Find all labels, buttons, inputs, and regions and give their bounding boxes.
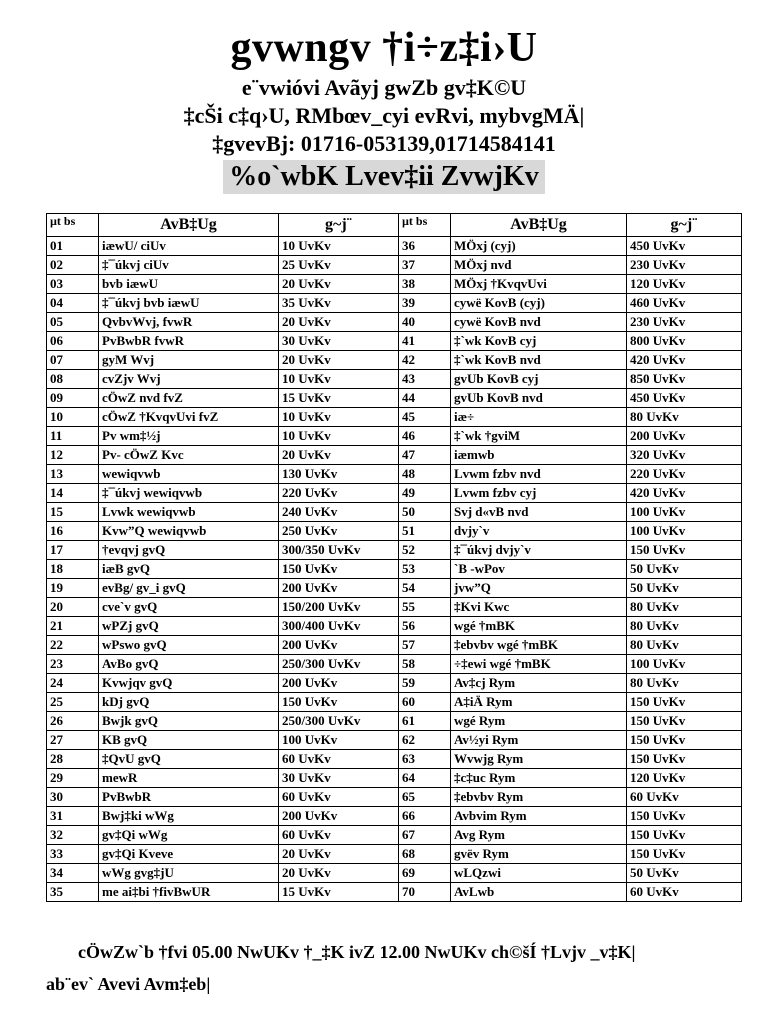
- col-serial-header-2: µt bs: [399, 214, 451, 237]
- item-number: 59: [399, 674, 451, 693]
- item-name: gvUb KovB cyj: [451, 370, 627, 389]
- table-row: [47, 864, 742, 883]
- item-number: 48: [399, 465, 451, 484]
- item-number: 67: [399, 826, 451, 845]
- item-name: bvb iæwU: [99, 275, 279, 294]
- item-number: 23: [47, 655, 99, 674]
- item-number: 55: [399, 598, 451, 617]
- item-price: 150 UvKv: [627, 731, 742, 750]
- item-name: MÖxj (cyj): [451, 237, 627, 256]
- footer: [46, 936, 746, 1000]
- proprietor-line: e¨vwióvi Avãyj gwZb gv‡K©U: [241, 75, 527, 100]
- item-price: 200 UvKv: [279, 579, 399, 598]
- item-number: 07: [47, 351, 99, 370]
- table-row: [47, 655, 742, 674]
- item-number: 36: [399, 237, 451, 256]
- item-name: AvLwb: [451, 883, 627, 902]
- item-number: 46: [399, 427, 451, 446]
- item-price: 240 UvKv: [279, 503, 399, 522]
- item-price: 150 UvKv: [627, 693, 742, 712]
- item-name: cve`v gvQ: [99, 598, 279, 617]
- item-number: 66: [399, 807, 451, 826]
- item-price: 100 UvKv: [627, 503, 742, 522]
- item-name: ‡Kvi Kwc: [451, 598, 627, 617]
- item-name: Pv wm‡½j: [99, 427, 279, 446]
- item-name: ‡`wk †gviM: [451, 427, 627, 446]
- item-number: 63: [399, 750, 451, 769]
- table-row: [47, 712, 742, 731]
- item-number: 62: [399, 731, 451, 750]
- item-name: ‡ebvbv Rym: [451, 788, 627, 807]
- table-row: [47, 389, 742, 408]
- item-number: 60: [399, 693, 451, 712]
- table-row: [47, 731, 742, 750]
- item-name: jvw”Q: [451, 579, 627, 598]
- item-price: 20 UvKv: [279, 845, 399, 864]
- item-number: 15: [47, 503, 99, 522]
- item-price: 300/350 UvKv: [279, 541, 399, 560]
- item-number: 32: [47, 826, 99, 845]
- menu-table-header: [47, 214, 742, 237]
- table-row: [47, 788, 742, 807]
- item-price: 150 UvKv: [627, 807, 742, 826]
- item-number: 13: [47, 465, 99, 484]
- item-name: me ai‡bi †fivBwUR: [99, 883, 279, 902]
- thanks-line: ab¨ev` Avevi Avm‡eb|: [46, 974, 211, 994]
- item-number: 21: [47, 617, 99, 636]
- item-number: 43: [399, 370, 451, 389]
- table-row: [47, 294, 742, 313]
- item-price: 10 UvKv: [279, 237, 399, 256]
- item-price: 150 UvKv: [279, 693, 399, 712]
- item-number: 65: [399, 788, 451, 807]
- item-name: iæwU/ ciUv: [99, 237, 279, 256]
- table-row: [47, 560, 742, 579]
- item-price: 150 UvKv: [627, 541, 742, 560]
- item-name: wLQzwi: [451, 864, 627, 883]
- item-price: 150 UvKv: [627, 845, 742, 864]
- col-price-header-2: g~j¨: [627, 214, 742, 237]
- item-number: 54: [399, 579, 451, 598]
- item-number: 39: [399, 294, 451, 313]
- item-price: 60 UvKv: [279, 788, 399, 807]
- item-price: 150 UvKv: [627, 712, 742, 731]
- table-row: [47, 845, 742, 864]
- table-row: [47, 522, 742, 541]
- item-number: 18: [47, 560, 99, 579]
- item-price: 35 UvKv: [279, 294, 399, 313]
- item-number: 27: [47, 731, 99, 750]
- table-row: [47, 332, 742, 351]
- item-name: ‡¯úkvj ciUv: [99, 256, 279, 275]
- item-name: ‡ebvbv wgé †mBK: [451, 636, 627, 655]
- item-name: wgé †mBK: [451, 617, 627, 636]
- item-price: 30 UvKv: [279, 769, 399, 788]
- item-name: Kvw”Q wewiqvwb: [99, 522, 279, 541]
- item-name: Bwjk gvQ: [99, 712, 279, 731]
- item-price: 200 UvKv: [627, 427, 742, 446]
- table-row: [47, 370, 742, 389]
- item-price: 450 UvKv: [627, 389, 742, 408]
- item-price: 320 UvKv: [627, 446, 742, 465]
- item-price: 30 UvKv: [279, 332, 399, 351]
- item-number: 16: [47, 522, 99, 541]
- item-price: 15 UvKv: [279, 389, 399, 408]
- table-row: [47, 579, 742, 598]
- item-name: †evqvj gvQ: [99, 541, 279, 560]
- table-row: [47, 237, 742, 256]
- item-price: 220 UvKv: [627, 465, 742, 484]
- item-name: gv‡Qi Kveve: [99, 845, 279, 864]
- item-price: 120 UvKv: [627, 769, 742, 788]
- item-price: 800 UvKv: [627, 332, 742, 351]
- table-row: [47, 674, 742, 693]
- item-name: QvbvWvj, fvwR: [99, 313, 279, 332]
- item-number: 19: [47, 579, 99, 598]
- item-price: 80 UvKv: [627, 636, 742, 655]
- table-row: [47, 750, 742, 769]
- item-name: cÖwZ †KvqvUvi fvZ: [99, 408, 279, 427]
- table-row: [47, 693, 742, 712]
- item-price: 50 UvKv: [627, 579, 742, 598]
- item-name: dvjy`v: [451, 522, 627, 541]
- item-name: cvZjv Wvj: [99, 370, 279, 389]
- item-number: 49: [399, 484, 451, 503]
- item-price: 80 UvKv: [627, 598, 742, 617]
- item-number: 38: [399, 275, 451, 294]
- item-number: 69: [399, 864, 451, 883]
- item-name: wPswo gvQ: [99, 636, 279, 655]
- item-name: Wvwjg Rym: [451, 750, 627, 769]
- item-number: 52: [399, 541, 451, 560]
- item-number: 31: [47, 807, 99, 826]
- item-price: 80 UvKv: [627, 617, 742, 636]
- item-number: 34: [47, 864, 99, 883]
- item-price: 250/300 UvKv: [279, 655, 399, 674]
- item-name: ‡c‡uc Rym: [451, 769, 627, 788]
- item-name: iæ÷: [451, 408, 627, 427]
- item-name: ‡`wk KovB cyj: [451, 332, 627, 351]
- item-price: 20 UvKv: [279, 351, 399, 370]
- item-number: 24: [47, 674, 99, 693]
- item-name: ‡`wk KovB nvd: [451, 351, 627, 370]
- table-row: [47, 541, 742, 560]
- item-price: 120 UvKv: [627, 275, 742, 294]
- item-name: MÖxj nvd: [451, 256, 627, 275]
- item-price: 150 UvKv: [279, 560, 399, 579]
- table-row: [47, 503, 742, 522]
- item-number: 01: [47, 237, 99, 256]
- item-name: kDj gvQ: [99, 693, 279, 712]
- item-price: 230 UvKv: [627, 256, 742, 275]
- item-name: Lvwm fzbv cyj: [451, 484, 627, 503]
- table-row: [47, 408, 742, 427]
- item-price: 15 UvKv: [279, 883, 399, 902]
- item-name: iæB gvQ: [99, 560, 279, 579]
- item-price: 420 UvKv: [627, 484, 742, 503]
- item-price: 80 UvKv: [627, 674, 742, 693]
- menu-table-body: [47, 237, 742, 902]
- item-number: 45: [399, 408, 451, 427]
- restaurant-name: gvwngv †i÷z‡i›U: [230, 25, 538, 71]
- item-name: Av‡cj Rym: [451, 674, 627, 693]
- item-price: 100 UvKv: [627, 522, 742, 541]
- item-name: ÷‡ewi wgé †mBK: [451, 655, 627, 674]
- item-price: 250 UvKv: [279, 522, 399, 541]
- col-item-header: AvB‡Ug: [99, 214, 279, 237]
- item-name: ‡¯úkvj wewiqvwb: [99, 484, 279, 503]
- item-price: 850 UvKv: [627, 370, 742, 389]
- item-price: 420 UvKv: [627, 351, 742, 370]
- item-price: 20 UvKv: [279, 446, 399, 465]
- item-number: 20: [47, 598, 99, 617]
- item-number: 28: [47, 750, 99, 769]
- item-number: 70: [399, 883, 451, 902]
- item-number: 06: [47, 332, 99, 351]
- item-price: 10 UvKv: [279, 370, 399, 389]
- item-number: 30: [47, 788, 99, 807]
- item-price: 60 UvKv: [627, 883, 742, 902]
- table-row: [47, 351, 742, 370]
- opening-hours: cÖwZw`b †fvi 05.00 NwUKv †_‡K ivZ 12.00 NwUKv ch©šÍ †Lvjv _v‡K|: [78, 942, 636, 962]
- item-number: 12: [47, 446, 99, 465]
- item-name: AvBo gvQ: [99, 655, 279, 674]
- item-price: 20 UvKv: [279, 275, 399, 294]
- item-number: 29: [47, 769, 99, 788]
- table-row: [47, 807, 742, 826]
- address-line: ‡cŠi c‡q›U, RMbœv_cyi evRvi, mybvgMÄ|: [183, 103, 585, 128]
- item-name: MÖxj †KvqvUvi: [451, 275, 627, 294]
- item-price: 300/400 UvKv: [279, 617, 399, 636]
- mobile-line: ‡gvevBj: 01716-053139,01714584141: [212, 131, 556, 156]
- item-name: Avg Rym: [451, 826, 627, 845]
- item-name: gvëv Rym: [451, 845, 627, 864]
- item-price: 20 UvKv: [279, 313, 399, 332]
- item-number: 26: [47, 712, 99, 731]
- item-name: PvBwbR fvwR: [99, 332, 279, 351]
- menu-table: [46, 213, 742, 902]
- item-name: mewR: [99, 769, 279, 788]
- item-number: 35: [47, 883, 99, 902]
- item-name: iæmwb: [451, 446, 627, 465]
- item-number: 11: [47, 427, 99, 446]
- item-price: 450 UvKv: [627, 237, 742, 256]
- item-number: 37: [399, 256, 451, 275]
- item-name: wewiqvwb: [99, 465, 279, 484]
- table-row: [47, 256, 742, 275]
- item-price: 460 UvKv: [627, 294, 742, 313]
- table-row: [47, 617, 742, 636]
- item-number: 14: [47, 484, 99, 503]
- item-name: KB gvQ: [99, 731, 279, 750]
- item-price: 50 UvKv: [627, 560, 742, 579]
- item-price: 250/300 UvKv: [279, 712, 399, 731]
- table-row: [47, 883, 742, 902]
- item-price: 200 UvKv: [279, 807, 399, 826]
- item-price: 80 UvKv: [627, 408, 742, 427]
- item-number: 44: [399, 389, 451, 408]
- item-price: 25 UvKv: [279, 256, 399, 275]
- item-number: 22: [47, 636, 99, 655]
- item-number: 41: [399, 332, 451, 351]
- item-number: 64: [399, 769, 451, 788]
- item-number: 68: [399, 845, 451, 864]
- item-price: 150/200 UvKv: [279, 598, 399, 617]
- item-number: 50: [399, 503, 451, 522]
- item-price: 60 UvKv: [627, 788, 742, 807]
- item-name: cÖwZ nvd fvZ: [99, 389, 279, 408]
- item-name: Pv- cÖwZ Kvc: [99, 446, 279, 465]
- item-name: gv‡Qi wWg: [99, 826, 279, 845]
- item-name: wPZj gvQ: [99, 617, 279, 636]
- item-name: wWg gvg‡jU: [99, 864, 279, 883]
- item-price: 100 UvKv: [279, 731, 399, 750]
- item-number: 40: [399, 313, 451, 332]
- table-row: [47, 427, 742, 446]
- item-name: Av½yi Rym: [451, 731, 627, 750]
- item-number: 08: [47, 370, 99, 389]
- item-price: 60 UvKv: [279, 826, 399, 845]
- item-name: ‡¯úkvj dvjy`v: [451, 541, 627, 560]
- table-row: [47, 598, 742, 617]
- item-name: Svj d«vB nvd: [451, 503, 627, 522]
- col-serial-header: µt bs: [47, 214, 99, 237]
- item-name: Kvwjqv gvQ: [99, 674, 279, 693]
- item-name: ‡QvU gvQ: [99, 750, 279, 769]
- item-name: Lvwk wewiqvwb: [99, 503, 279, 522]
- item-price: 10 UvKv: [279, 408, 399, 427]
- item-number: 25: [47, 693, 99, 712]
- header: [0, 0, 768, 194]
- item-number: 47: [399, 446, 451, 465]
- item-name: PvBwbR: [99, 788, 279, 807]
- item-price: 50 UvKv: [627, 864, 742, 883]
- item-price: 200 UvKv: [279, 674, 399, 693]
- item-price: 150 UvKv: [627, 826, 742, 845]
- item-price: 220 UvKv: [279, 484, 399, 503]
- item-number: 53: [399, 560, 451, 579]
- table-row: [47, 636, 742, 655]
- item-name: Avbvim Rym: [451, 807, 627, 826]
- item-price: 60 UvKv: [279, 750, 399, 769]
- item-number: 17: [47, 541, 99, 560]
- item-price: 20 UvKv: [279, 864, 399, 883]
- item-number: 61: [399, 712, 451, 731]
- item-price: 150 UvKv: [627, 750, 742, 769]
- table-row: [47, 484, 742, 503]
- item-name: Lvwm fzbv nvd: [451, 465, 627, 484]
- item-number: 04: [47, 294, 99, 313]
- item-price: 200 UvKv: [279, 636, 399, 655]
- menu-heading: %o`wbK Lvev‡ii ZvwjKv: [223, 160, 545, 194]
- item-name: Bwj‡ki wWg: [99, 807, 279, 826]
- table-row: [47, 313, 742, 332]
- item-name: wgé Rym: [451, 712, 627, 731]
- item-name: ‡¯úkvj bvb iæwU: [99, 294, 279, 313]
- item-price: 100 UvKv: [627, 655, 742, 674]
- item-name: A‡iÄ Rym: [451, 693, 627, 712]
- item-name: cywë KovB nvd: [451, 313, 627, 332]
- item-price: 130 UvKv: [279, 465, 399, 484]
- item-number: 51: [399, 522, 451, 541]
- item-name: gyM Wvj: [99, 351, 279, 370]
- item-number: 09: [47, 389, 99, 408]
- item-name: cywë KovB (cyj): [451, 294, 627, 313]
- item-number: 57: [399, 636, 451, 655]
- item-number: 33: [47, 845, 99, 864]
- table-row: [47, 446, 742, 465]
- item-number: 42: [399, 351, 451, 370]
- item-name: evBg/ gv_i gvQ: [99, 579, 279, 598]
- item-number: 02: [47, 256, 99, 275]
- item-price: 230 UvKv: [627, 313, 742, 332]
- col-item-header-2: AvB‡Ug: [451, 214, 627, 237]
- item-number: 10: [47, 408, 99, 427]
- item-number: 56: [399, 617, 451, 636]
- table-row: [47, 465, 742, 484]
- item-name: `B -wPov: [451, 560, 627, 579]
- col-price-header: g~j¨: [279, 214, 399, 237]
- table-row: [47, 275, 742, 294]
- item-number: 05: [47, 313, 99, 332]
- item-name: gvUb KovB nvd: [451, 389, 627, 408]
- item-number: 58: [399, 655, 451, 674]
- item-number: 03: [47, 275, 99, 294]
- item-price: 10 UvKv: [279, 427, 399, 446]
- table-row: [47, 769, 742, 788]
- table-row: [47, 826, 742, 845]
